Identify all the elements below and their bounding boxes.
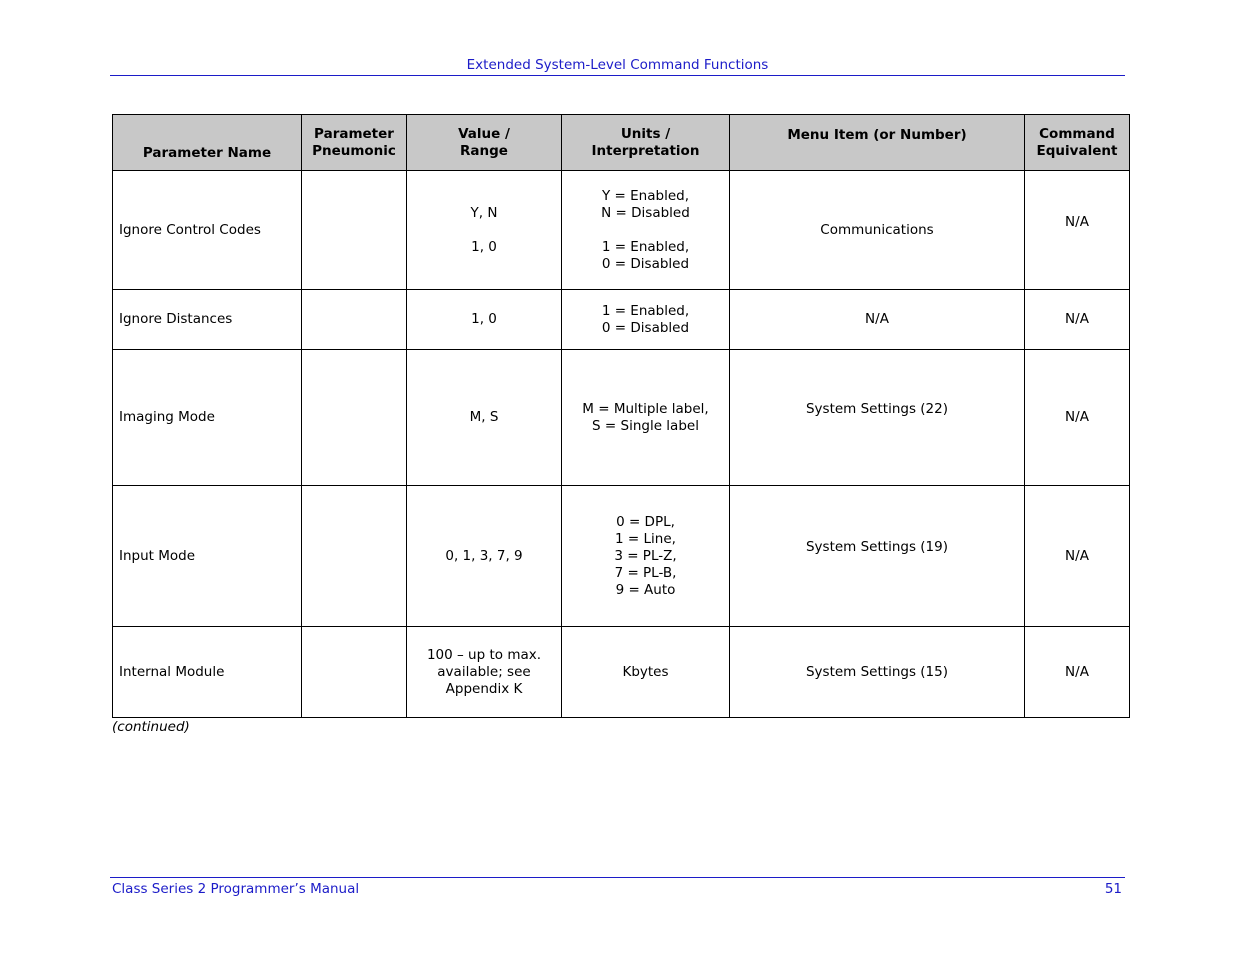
cell-line: 1, 0 <box>471 238 497 255</box>
command-cell: N/A <box>1025 486 1130 627</box>
cell-line: 100 – up to max. <box>426 646 542 663</box>
header-line: Menu Item (or Number) <box>787 127 967 143</box>
table-row <box>113 627 1130 718</box>
continued-note: (continued) <box>112 719 190 735</box>
cell-line: 0 = DPL, <box>616 513 675 530</box>
column-header-menu-item <box>730 115 1025 171</box>
units-cell <box>562 290 730 350</box>
menu-item-text: System Settings (19) <box>805 538 948 555</box>
cell-line: M = Multiple label, <box>582 400 709 417</box>
header-line: Equivalent <box>1036 142 1118 159</box>
pneumonic-cell <box>302 350 407 486</box>
menu-item-cell <box>730 350 1025 486</box>
cell-line: 1 = Line, <box>615 530 676 547</box>
table-row <box>113 290 1130 350</box>
header-line: Units / <box>620 125 671 142</box>
column-header-units <box>562 115 730 171</box>
table-row <box>113 171 1130 290</box>
cell-line: 0 = Disabled <box>601 319 690 336</box>
header-line: Interpretation <box>591 142 700 159</box>
cell-line: 1, 0 <box>471 311 497 327</box>
units-cell <box>562 171 730 290</box>
table-row <box>113 486 1130 627</box>
cell-line: 0, 1, 3, 7, 9 <box>445 547 523 564</box>
menu-item-cell: System Settings (15) <box>730 627 1025 718</box>
cell-line: 0 = Disabled <box>601 255 690 272</box>
running-header: Extended System-Level Command Functions <box>466 57 769 73</box>
units-cell <box>562 627 730 718</box>
cell-line: Y, N <box>470 204 498 221</box>
page-number: 51 <box>1104 881 1122 897</box>
table-row <box>113 350 1130 486</box>
value-range-cell <box>407 486 562 627</box>
header-divider <box>110 75 1125 76</box>
column-header-command <box>1025 115 1130 171</box>
parameter-table <box>112 114 1130 718</box>
command-cell: N/A <box>1025 627 1130 718</box>
column-header-pneumonic <box>302 115 407 171</box>
menu-item-cell: N/A <box>730 290 1025 350</box>
manual-title: Class Series 2 Programmer’s Manual <box>112 881 360 897</box>
menu-item-cell <box>730 486 1025 627</box>
header-line: Parameter <box>314 125 394 142</box>
pneumonic-cell <box>302 290 407 350</box>
command-cell: N/A <box>1025 290 1130 350</box>
pneumonic-cell <box>302 627 407 718</box>
pneumonic-cell <box>302 486 407 627</box>
header-line: Pneumonic <box>312 142 396 159</box>
cell-line <box>413 222 555 239</box>
parameter-name-cell: Internal Module <box>113 627 302 718</box>
command-text: N/A <box>1065 213 1089 230</box>
cell-line: S = Single label <box>592 417 699 434</box>
pneumonic-cell <box>302 171 407 290</box>
value-range-cell <box>407 290 562 350</box>
value-range-cell <box>407 350 562 486</box>
menu-item-text: System Settings (22) <box>805 401 948 417</box>
units-cell <box>562 350 730 486</box>
cell-line: available; see <box>437 663 531 680</box>
cell-line: M, S <box>469 409 499 425</box>
cell-line: Y = Enabled, <box>602 187 689 204</box>
cell-line: 1 = Enabled, <box>601 238 690 255</box>
value-range-cell <box>407 171 562 290</box>
units-cell <box>562 486 730 627</box>
cell-line: Appendix K <box>445 680 523 697</box>
table-header-row <box>113 115 1130 171</box>
header-line: Parameter Name <box>142 145 272 161</box>
parameter-name-cell: Input Mode <box>113 486 302 627</box>
parameter-name-cell: Ignore Control Codes <box>113 171 302 290</box>
column-header-parameter-name <box>113 115 302 171</box>
menu-item-cell: Communications <box>730 171 1025 290</box>
cell-line: N = Disabled <box>601 204 690 221</box>
header-line: Range <box>460 142 508 159</box>
cell-line <box>568 222 723 239</box>
header-line: Value / <box>458 125 510 142</box>
parameter-name-cell: Imaging Mode <box>113 350 302 486</box>
column-header-value-range <box>407 115 562 171</box>
value-range-cell <box>407 627 562 718</box>
cell-line: Kbytes <box>622 663 669 680</box>
cell-line: 1 = Enabled, <box>601 302 690 319</box>
cell-line: 9 = Auto <box>615 581 676 598</box>
cell-line: 7 = PL-B, <box>614 564 677 581</box>
parameter-name-cell: Ignore Distances <box>113 290 302 350</box>
footer-divider <box>110 877 1125 878</box>
command-cell <box>1025 171 1130 290</box>
cell-line: 3 = PL-Z, <box>614 547 677 564</box>
command-cell: N/A <box>1025 350 1130 486</box>
header-line: Command <box>1039 125 1115 142</box>
